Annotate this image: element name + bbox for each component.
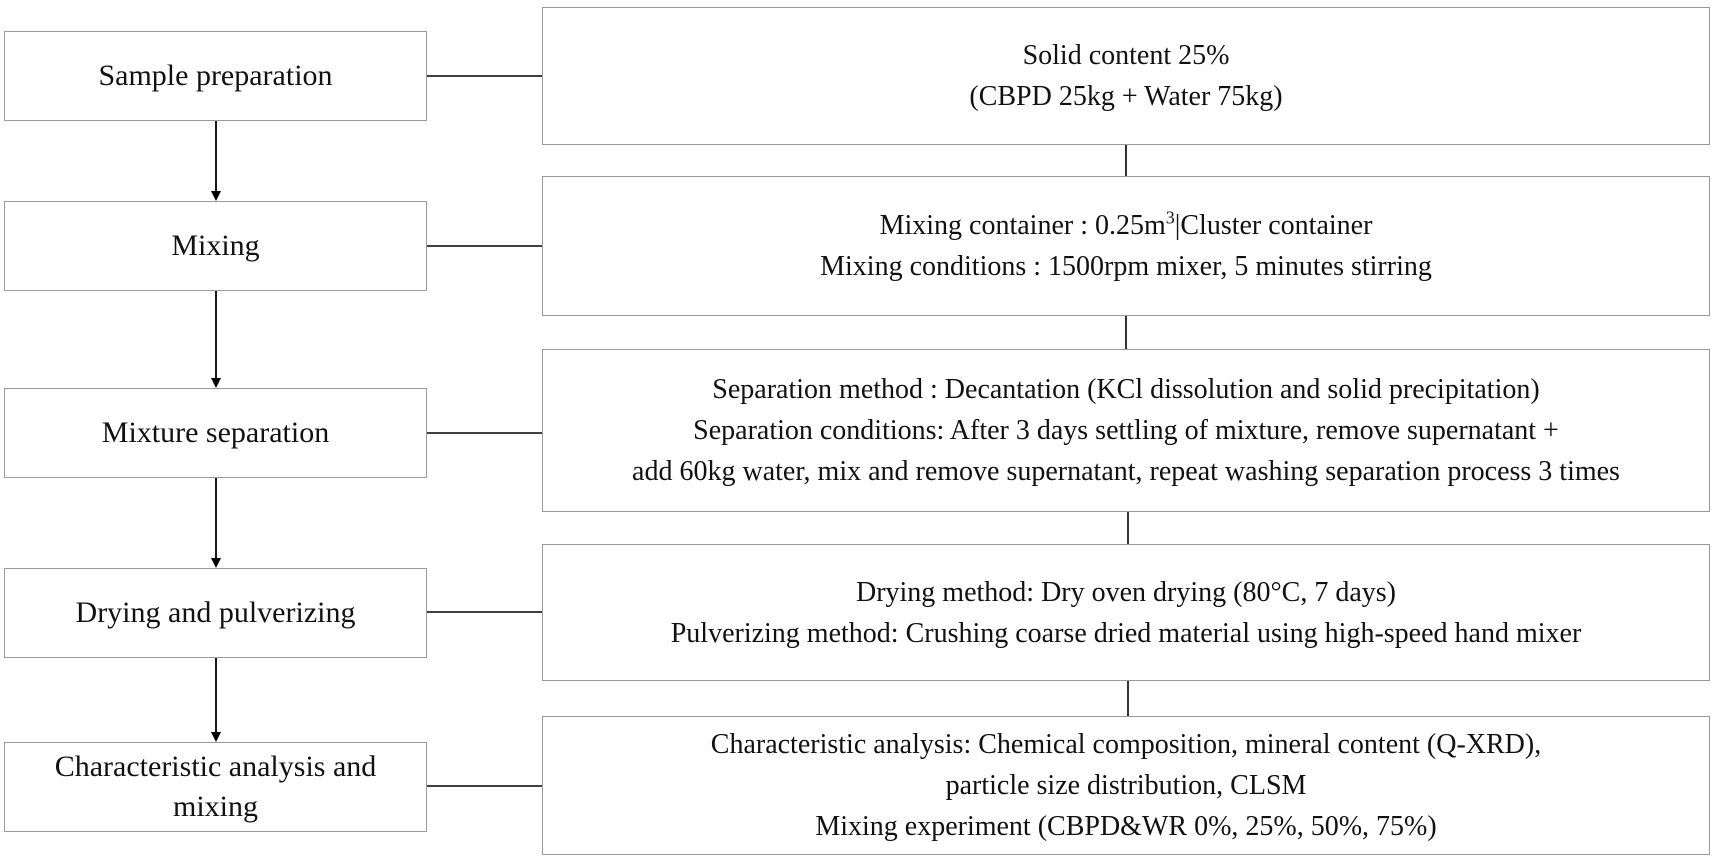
detail-line: Characteristic analysis: Chemical composition, mineral content (Q-XRD),	[710, 729, 1542, 760]
step-box-drying-pulverizing	[4, 568, 427, 658]
step-box-mixture-separation	[4, 388, 427, 478]
detail-box-sample-preparation	[542, 7, 1710, 145]
detail-box-mixing	[542, 176, 1710, 316]
detail-line: Mixing conditions : 1500rpm mixer, 5 minutes stirring	[820, 251, 1432, 282]
detail-text: |Cluster container	[1174, 210, 1373, 241]
detail-line: Separation method : Decantation (KCl dissolution and solid precipitation)	[712, 374, 1540, 405]
step-label: Drying and pulverizing	[75, 596, 356, 629]
detail-text: Mixing container : 0.25m	[879, 210, 1166, 241]
detail-line: particle size distribution, CLSM	[945, 770, 1307, 801]
step-label: Mixture separation	[101, 416, 330, 449]
detail-line: (CBPD 25kg + Water 75kg)	[969, 81, 1283, 112]
detail-line: Solid content 25%	[1022, 40, 1230, 71]
detail-line: add 60kg water, mix and remove supernatant, repeat washing separation process 3 times	[632, 456, 1620, 487]
step-label: Sample preparation	[98, 59, 333, 92]
step-label: Mixing	[171, 229, 260, 262]
step-box-sample-preparation	[4, 31, 427, 121]
detail-box-characteristic-analysis	[542, 716, 1710, 855]
detail-line: Drying method: Dry oven drying (80°C, 7 days)	[855, 576, 1396, 608]
detail-box-drying-pulverizing	[542, 544, 1710, 681]
step-box-characteristic-analysis	[4, 742, 427, 832]
detail-line: Separation conditions: After 3 days settling of mixture, remove supernatant +	[693, 415, 1559, 446]
step-box-mixing	[4, 201, 427, 291]
step-label: Characteristic analysis and mixing	[54, 750, 377, 823]
detail-line: Mixing experiment (CBPD&WR 0%, 25%, 50%, 75%)	[815, 811, 1437, 842]
detail-line	[880, 205, 1373, 246]
superscript: 3	[1165, 207, 1175, 228]
detail-box-mixture-separation	[542, 349, 1710, 512]
detail-line: Pulverizing method: Crushing coarse dried material using high-speed hand mixer	[670, 617, 1582, 649]
